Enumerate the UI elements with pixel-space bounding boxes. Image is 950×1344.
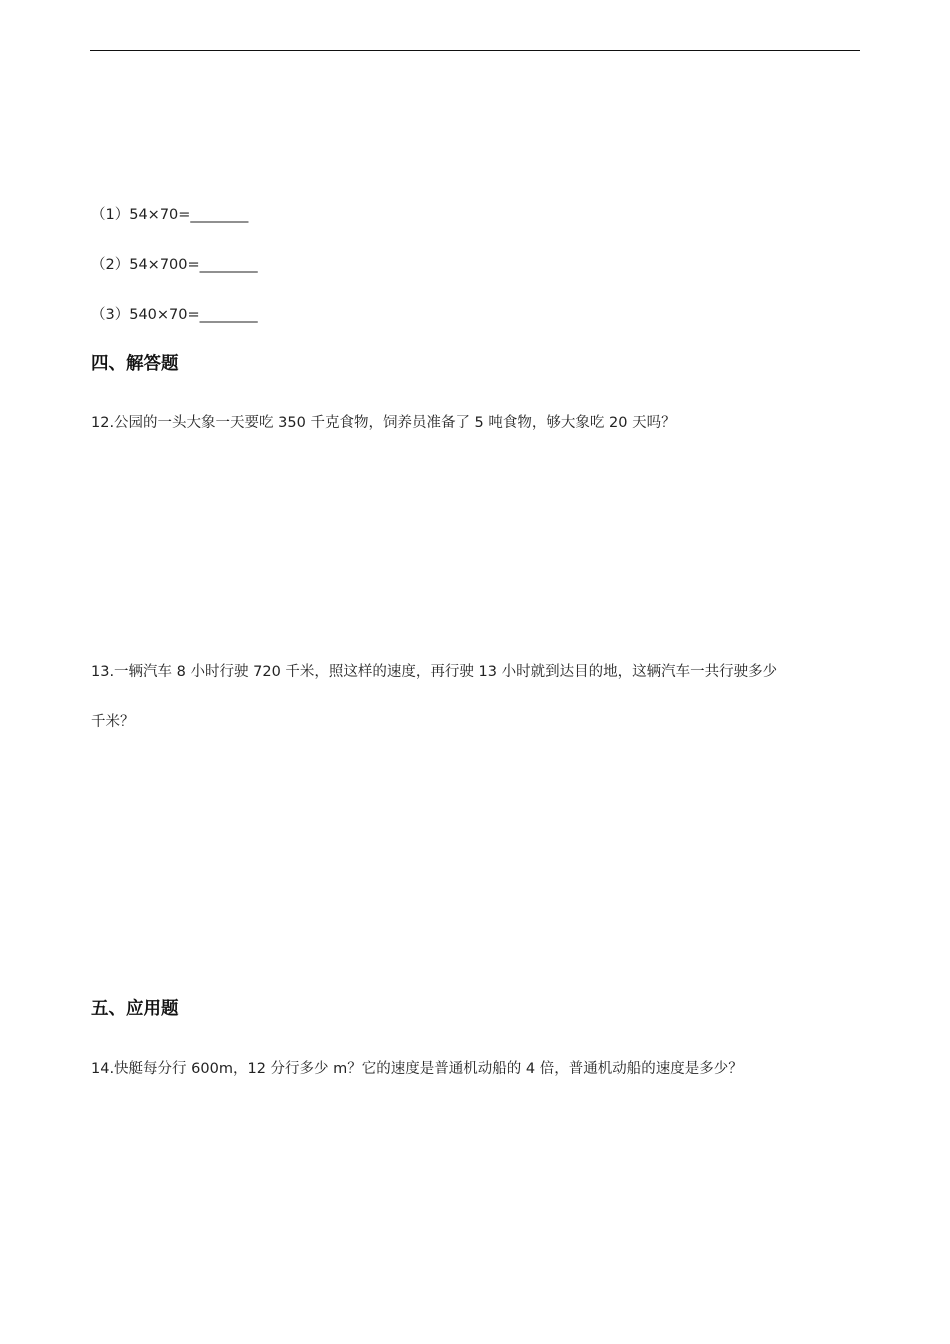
sub-item-3: （3）540×70=________: [91, 307, 258, 323]
sub-item-1: （1）54×70=________: [91, 207, 249, 223]
sub-item-2: （2）54×700=________: [91, 257, 258, 273]
section-5-title: 五、应用题: [91, 999, 179, 1019]
question-12: 12.公园的一头大象一天要吃 350 千克食物，饲养员准备了 5 吨食物，够大象吃 20 天吗？: [91, 415, 676, 431]
question-13-line-1: 13.一辆汽车 8 小时行驶 720 千米，照这样的速度，再行驶 13 小时就到达目的地，这辆汽车一共行驶多少: [91, 664, 778, 680]
header-rule: [90, 50, 860, 51]
section-4-title: 四、解答题: [91, 354, 179, 374]
question-14: 14.快艇每分行 600m，12 分行多少 m？它的速度是普通机动船的 4 倍，普通机动船的速度是多少？: [91, 1061, 743, 1077]
question-13-line-2: 千米？: [91, 714, 135, 730]
